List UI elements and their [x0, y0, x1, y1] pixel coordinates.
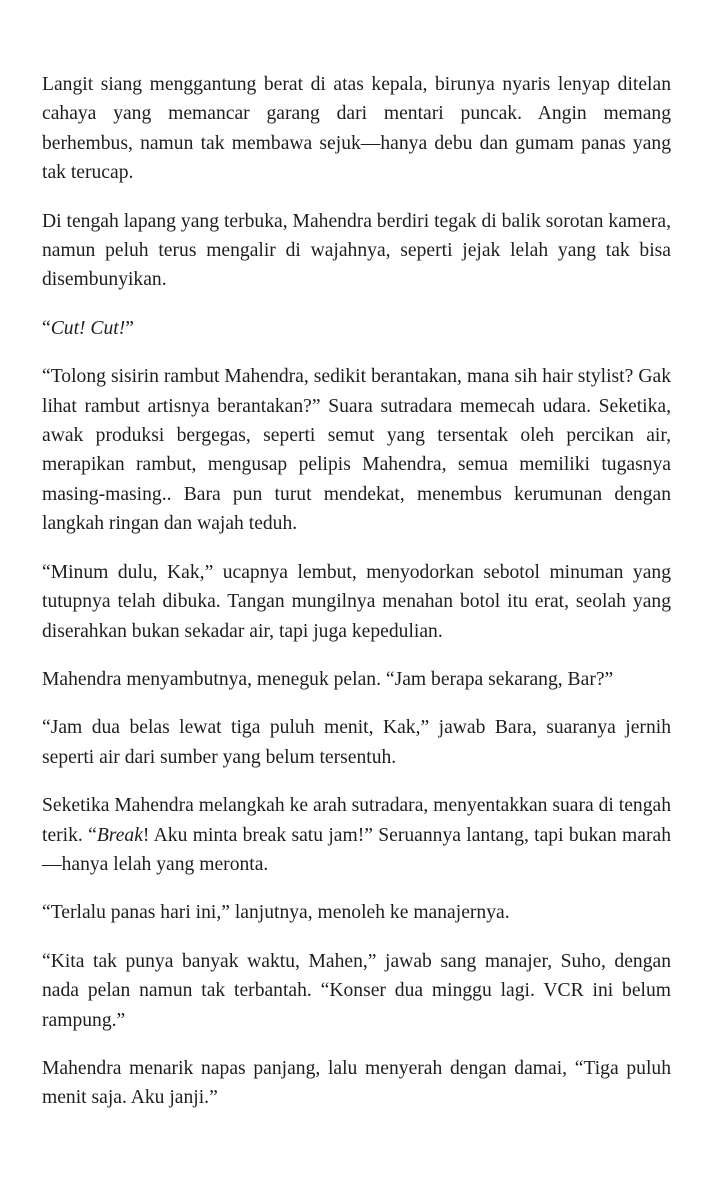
paragraph-6: Mahendra menyambutnya, meneguk pelan. “Jam berapa sekarang, Bar?” [42, 668, 614, 690]
paragraph-2: Di tengah lapang yang terbuka, Mahendra berdiri tegak di balik sorotan kamera, namun peluh terus mengalir di wajahnya, seperti jejak lelah yang tak bisa disembunyikan. [42, 210, 671, 291]
paragraph-5: “Minum dulu, Kak,” ucapnya lembut, menyodorkan sebotol minuman yang tutupnya telah dibuka. Tangan mungilnya menahan botol itu erat, seolah yang diserahkan bukan sekadar air, tapi juga kepedulian. [42, 561, 671, 642]
paragraph-7: “Jam dua belas lewat tiga puluh menit, Kak,” jawab Bara, suaranya jernih seperti air dari sumber yang belum tersentuh. [42, 717, 671, 768]
paragraph-8-before: Seketika Mahendra melangkah ke arah sutradara, menyentakkan suara di tengah terik. “ [42, 795, 671, 846]
paragraph-11: Mahendra menarik napas panjang, lalu menyerah dengan damai, “Tiga puluh menit saja. Aku janji.” [42, 1057, 671, 1109]
paragraph-3 [42, 314, 671, 343]
paragraph-10: “Kita tak punya banyak waktu, Mahen,” jawab sang manajer, Suho, dengan nada pelan namun tak terbantah. “Konser dua minggu lagi. VCR ini belum rampung.” [42, 950, 671, 1031]
closing-quote: ” [125, 317, 134, 339]
paragraph-4: “Tolong sisirin rambut Mahendra, sedikit berantakan, mana sih hair stylist? Gak lihat rambut artisnya berantakan?” Suara sutradara memecah udara. Seketika, awak produksi bergegas, seperti semut yang tersentak oleh percikan air, merapikan rambut, mengusap pelipis Mahendra, semua memiliki tugasnya masing-masing.. Bara pun turut mendekat, menembus kerumunan dengan langkah ringan dan wajah teduh. [42, 366, 671, 535]
opening-quote: “ [42, 317, 51, 339]
paragraph-1: Langit siang menggantung berat di atas kepala, birunya nyaris lenyap ditelan cahaya yang memancar garang dari mentari puncak. Angin memang berhembus, namun tak membawa sejuk—hanya debu dan gumam panas yang tak terucap. [42, 74, 671, 184]
paragraph-9: “Terlalu panas hari ini,” lanjutnya, menoleh ke manajernya. [42, 902, 510, 924]
paragraph-8-after: ! Aku minta break satu jam!” Seruannya lantang, tapi bukan marah—hanya lelah yang meronta. [42, 824, 671, 875]
italic-break: Break [96, 824, 143, 846]
paragraph-8 [42, 791, 671, 879]
italic-dialogue: Cut! Cut! [50, 317, 126, 339]
